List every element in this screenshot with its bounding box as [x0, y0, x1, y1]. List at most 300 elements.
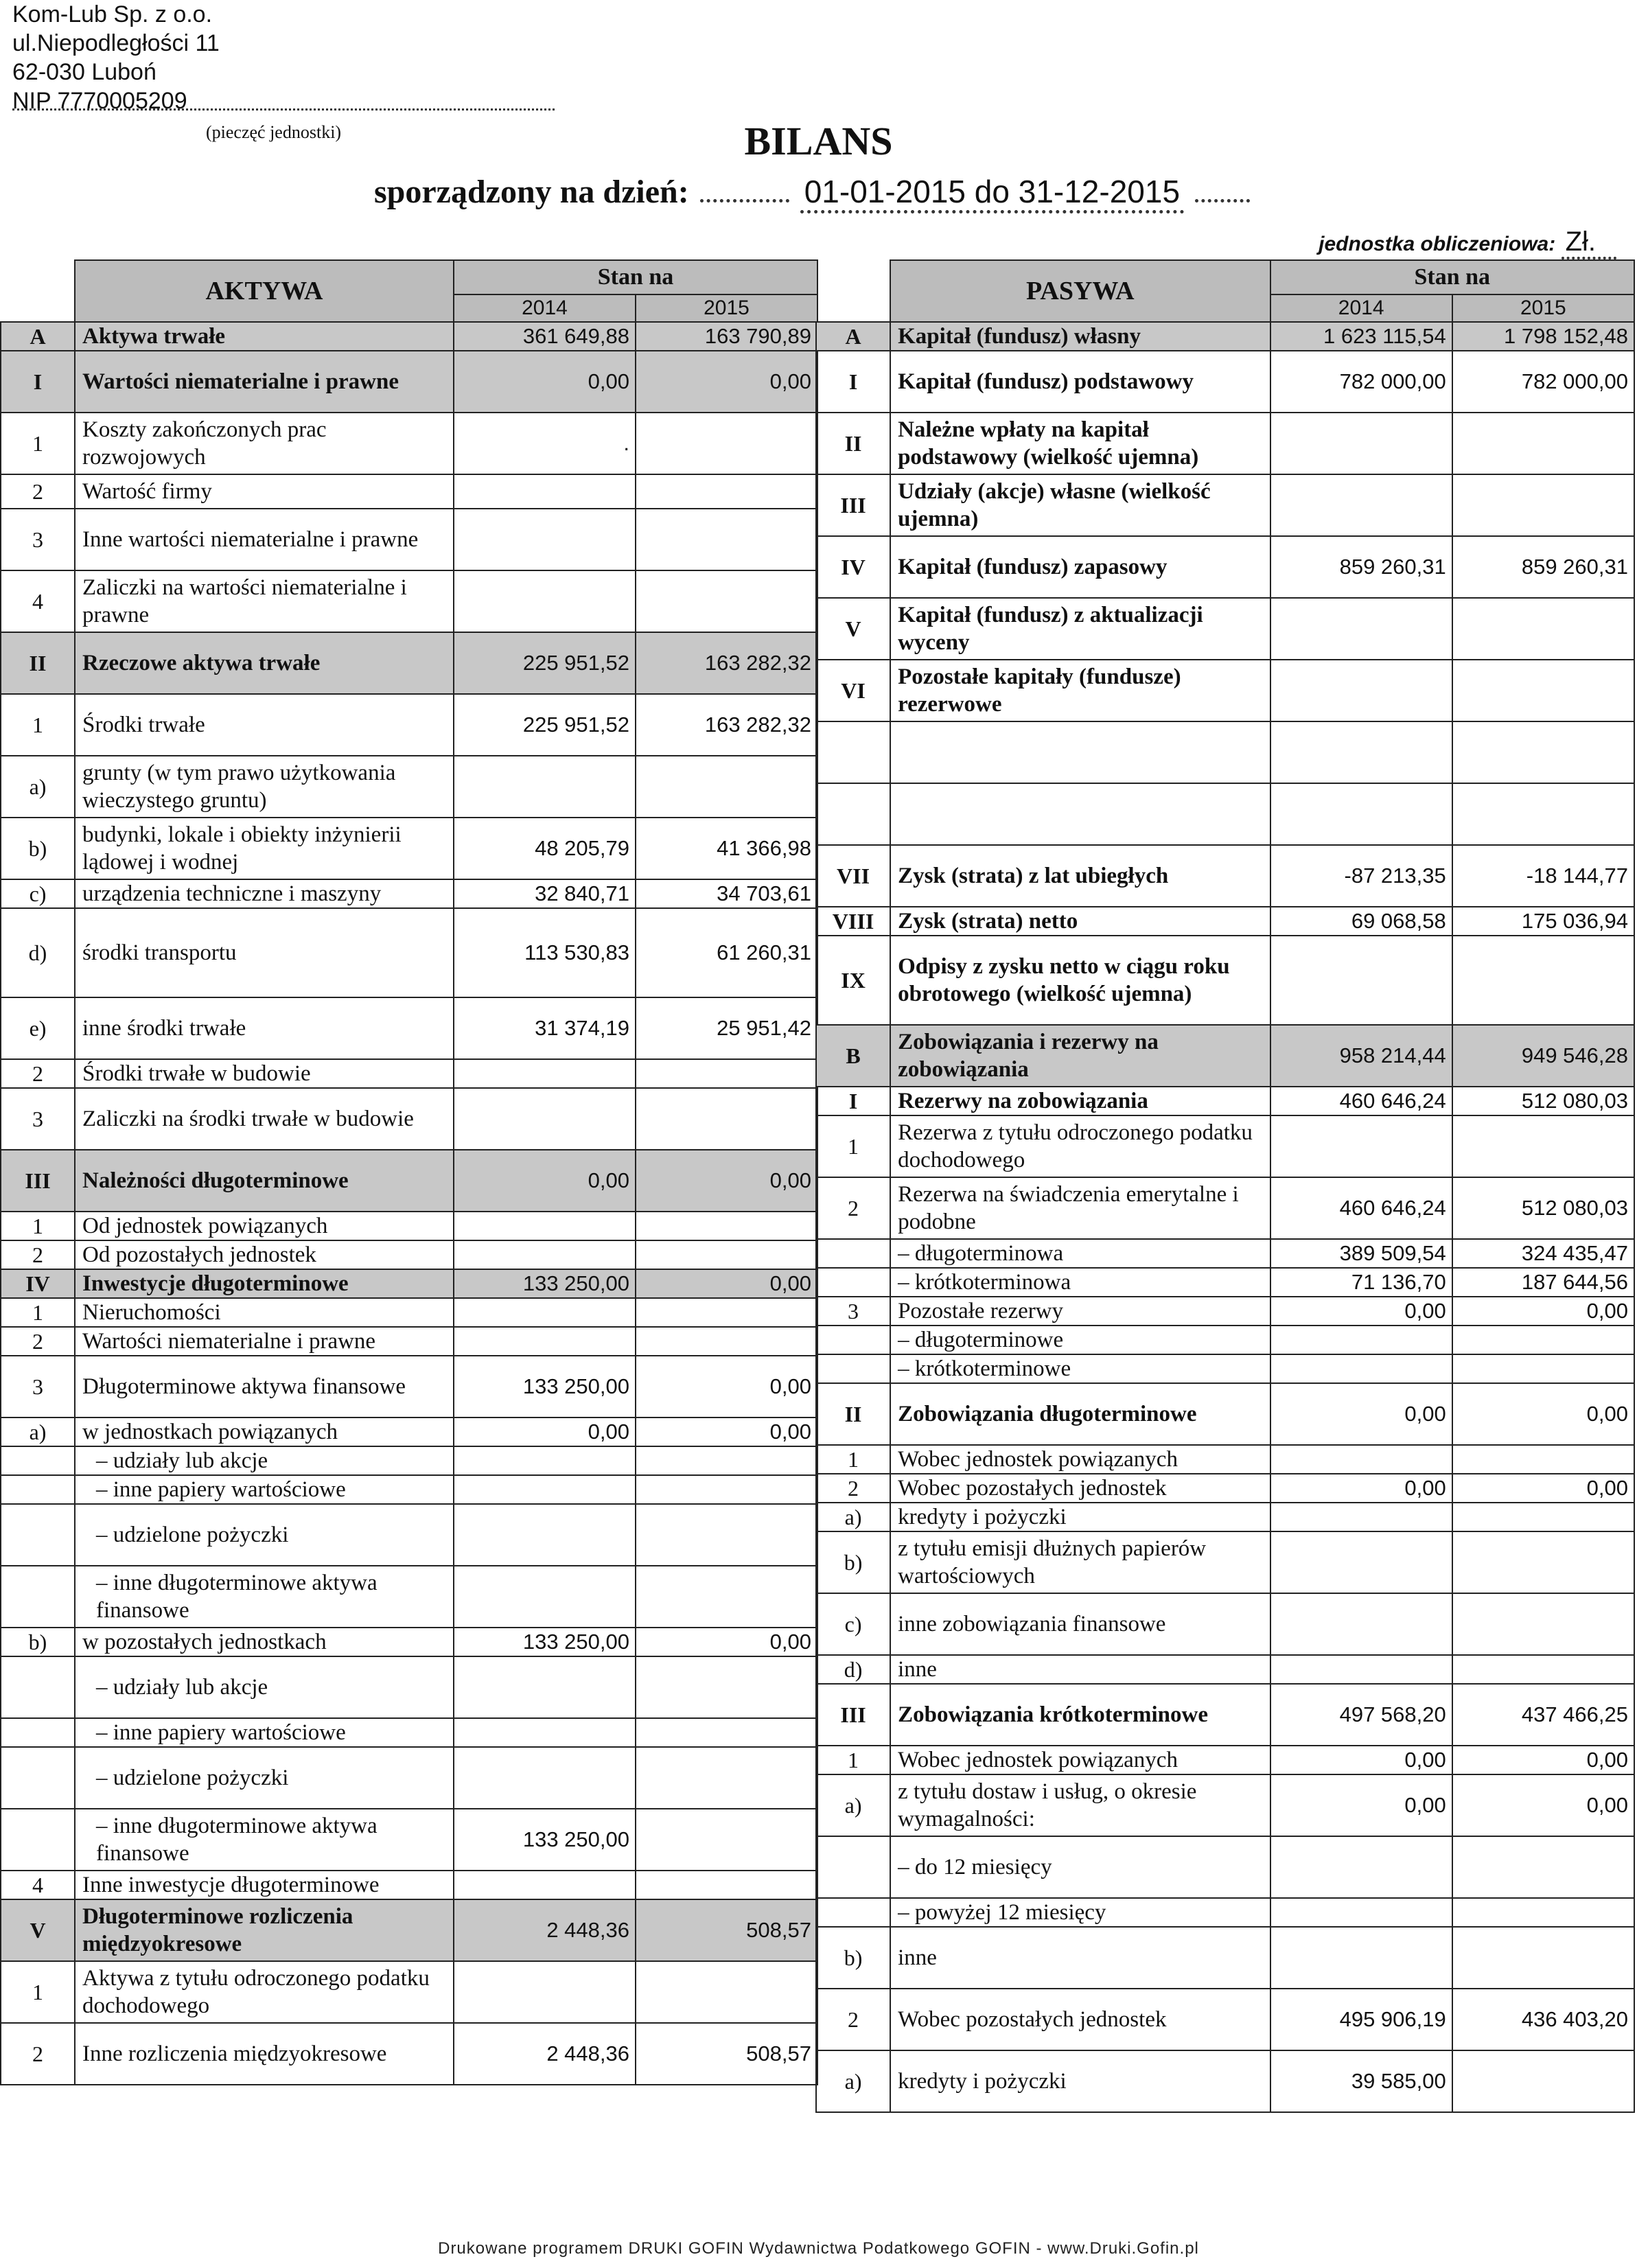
pasywa-value-2015: [1452, 474, 1634, 536]
pasywa-value-2015: [1452, 413, 1634, 474]
pasywa-row-label: inne zobowiązania finansowe: [890, 1593, 1270, 1655]
aktywa-row: [1, 1871, 817, 1899]
pasywa-row-label: Kapitał (fundusz) podstawowy: [890, 351, 1270, 413]
aktywa-value-2015: [636, 1504, 817, 1566]
pasywa-row: [816, 322, 1634, 351]
aktywa-row-label: Inne wartości niematerialne i prawne: [75, 509, 454, 570]
pasywa-row-index: B: [816, 1025, 890, 1087]
stamp-dotted-line: [12, 108, 555, 111]
pasywa-title: PASYWA: [890, 260, 1270, 322]
aktywa-row: [1, 1327, 817, 1356]
aktywa-row-index: 1: [1, 1212, 75, 1240]
pasywa-row-label: Zysk (strata) z lat ubiegłych: [890, 845, 1270, 907]
pasywa-row: [816, 1898, 1634, 1927]
aktywa-value-2014: [454, 1504, 636, 1566]
aktywa-row-label: Aktywa z tytułu odroczonego podatku dochodowego: [75, 1961, 454, 2023]
aktywa-value-2015: 61 260,31: [636, 908, 817, 997]
aktywa-row-index: I: [1, 351, 75, 413]
aktywa-value-2015: [636, 1240, 817, 1269]
aktywa-value-2015: [636, 1656, 817, 1718]
pasywa-row-index: II: [816, 1383, 890, 1445]
pasywa-row-index: 1: [816, 1746, 890, 1774]
aktywa-row-label: Koszty zakończonych prac rozwojowych: [75, 413, 454, 474]
pasywa-value-2015: 512 080,03: [1452, 1087, 1634, 1115]
aktywa-value-2014: 133 250,00: [454, 1628, 636, 1656]
date-label: sporządzony na dzień:: [374, 174, 689, 210]
aktywa-row: [1, 1356, 817, 1418]
pasywa-row-index: II: [816, 413, 890, 474]
pasywa-value-2015: [1452, 1503, 1634, 1531]
company-name: Kom-Lub Sp. z o.o.: [12, 1, 213, 27]
aktywa-value-2015: [636, 1446, 817, 1475]
pasywa-row-label: Zobowiązania krótkoterminowe: [890, 1684, 1270, 1746]
aktywa-row-label: Rzeczowe aktywa trwałe: [75, 632, 454, 694]
aktywa-row-index: [1, 1656, 75, 1718]
pasywa-row-index: [816, 1326, 890, 1354]
pasywa-value-2015: [1452, 1593, 1634, 1655]
aktywa-value-2015: 0,00: [636, 1628, 817, 1656]
pasywa-year-2015: 2015: [1452, 294, 1634, 322]
pasywa-value-2015: 512 080,03: [1452, 1177, 1634, 1239]
aktywa-value-2015: [636, 756, 817, 818]
aktywa-row: [1, 2023, 817, 2085]
aktywa-value-2015: [636, 474, 817, 509]
pasywa-row-label: – krótkoterminowa: [890, 1268, 1270, 1297]
pasywa-row-label: z tytułu emisji dłużnych papierów wartościowych: [890, 1531, 1270, 1593]
pasywa-value-2014: 497 568,20: [1270, 1684, 1452, 1746]
date-line: [374, 173, 1250, 213]
pasywa-row: [816, 1087, 1634, 1115]
aktywa-row: [1, 632, 817, 694]
pasywa-value-2014: 0,00: [1270, 1297, 1452, 1326]
pasywa-row-index: VIII: [816, 907, 890, 936]
pasywa-row-label: Zysk (strata) netto: [890, 907, 1270, 936]
aktywa-row-label: Nieruchomości: [75, 1298, 454, 1327]
aktywa-row-label: Od jednostek powiązanych: [75, 1212, 454, 1240]
aktywa-value-2015: [636, 1566, 817, 1628]
aktywa-row-label: – udzielone pożyczki: [75, 1747, 454, 1809]
pasywa-value-2014: [1270, 1898, 1452, 1927]
pasywa-value-2014: [1270, 783, 1452, 845]
aktywa-row: [1, 1088, 817, 1150]
pasywa-value-2014: 69 068,58: [1270, 907, 1452, 936]
pasywa-value-2014: 0,00: [1270, 1746, 1452, 1774]
aktywa-value-2014: .: [454, 413, 636, 474]
pasywa-row-index: [816, 1836, 890, 1898]
pasywa-row-index: [816, 783, 890, 845]
aktywa-year-2014: 2014: [454, 294, 636, 322]
pasywa-row-label: Zobowiązania długoterminowe: [890, 1383, 1270, 1445]
aktywa-value-2014: [454, 1566, 636, 1628]
pasywa-row-label: Pozostałe rezerwy: [890, 1297, 1270, 1326]
pasywa-row: [816, 783, 1634, 845]
pasywa-value-2015: 1 798 152,48: [1452, 322, 1634, 351]
aktywa-stan-na: Stan na: [454, 260, 817, 294]
aktywa-row-index: III: [1, 1150, 75, 1212]
pasywa-row-label: Rezerwa z tytułu odroczonego podatku dochodowego: [890, 1115, 1270, 1177]
aktywa-value-2014: 133 250,00: [454, 1356, 636, 1418]
pasywa-row-index: 2: [816, 1989, 890, 2050]
aktywa-value-2014: [454, 1059, 636, 1088]
aktywa-row-label: Środki trwałe: [75, 694, 454, 756]
aktywa-value-2015: 163 282,32: [636, 694, 817, 756]
pasywa-value-2014: [1270, 1655, 1452, 1684]
aktywa-row-index: 1: [1, 694, 75, 756]
aktywa-row: [1, 1418, 817, 1446]
pasywa-row: [816, 2050, 1634, 2112]
pasywa-row: [816, 1239, 1634, 1268]
aktywa-row-label: Inwestycje długoterminowe: [75, 1269, 454, 1298]
pasywa-row-index: A: [816, 322, 890, 351]
aktywa-row-index: a): [1, 1418, 75, 1446]
aktywa-value-2015: [636, 509, 817, 570]
aktywa-row: [1, 756, 817, 818]
pasywa-year-2014: 2014: [1270, 294, 1452, 322]
pasywa-row: [816, 1474, 1634, 1503]
aktywa-row-label: – inne papiery wartościowe: [75, 1475, 454, 1504]
pasywa-value-2015: 436 403,20: [1452, 1989, 1634, 2050]
company-city: 62-030 Luboń: [12, 59, 156, 85]
pasywa-row: [816, 1836, 1634, 1898]
pasywa-value-2014: [1270, 1326, 1452, 1354]
pasywa-value-2014: 782 000,00: [1270, 351, 1452, 413]
aktywa-row-label: Należności długoterminowe: [75, 1150, 454, 1212]
aktywa-value-2014: [454, 1212, 636, 1240]
aktywa-value-2014: [454, 1446, 636, 1475]
aktywa-row-label: – udziały lub akcje: [75, 1446, 454, 1475]
pasywa-value-2015: [1452, 1326, 1634, 1354]
aktywa-row: [1, 1566, 817, 1628]
aktywa-row-label: Wartości niematerialne i prawne: [75, 1327, 454, 1356]
pasywa-row-label: – do 12 miesięcy: [890, 1836, 1270, 1898]
aktywa-value-2015: 163 282,32: [636, 632, 817, 694]
pasywa-row: [816, 1774, 1634, 1836]
pasywa-row-index: [816, 1268, 890, 1297]
aktywa-value-2015: [636, 1298, 817, 1327]
aktywa-row-label: Środki trwałe w budowie: [75, 1059, 454, 1088]
pasywa-value-2015: 0,00: [1452, 1774, 1634, 1836]
document-title: BILANS: [744, 119, 893, 163]
pasywa-value-2015: [1452, 1655, 1634, 1684]
company-block: [12, 0, 220, 115]
date-dots-end: [1195, 199, 1250, 202]
aktywa-row-index: 1: [1, 1961, 75, 2023]
pasywa-value-2014: -87 213,35: [1270, 845, 1452, 907]
pasywa-value-2015: [1452, 1354, 1634, 1383]
pasywa-value-2015: [1452, 1531, 1634, 1593]
aktywa-value-2015: [636, 1809, 817, 1871]
aktywa-corner: [1, 260, 75, 322]
pasywa-value-2014: 958 214,44: [1270, 1025, 1452, 1087]
aktywa-row-label: Wartości niematerialne i prawne: [75, 351, 454, 413]
aktywa-row-index: [1, 1446, 75, 1475]
pasywa-row-index: [816, 1354, 890, 1383]
pasywa-value-2014: 389 509,54: [1270, 1239, 1452, 1268]
aktywa-value-2014: [454, 756, 636, 818]
pasywa-value-2014: 71 136,70: [1270, 1268, 1452, 1297]
aktywa-row-label: Od pozostałych jednostek: [75, 1240, 454, 1269]
pasywa-row: [816, 660, 1634, 721]
pasywa-value-2014: [1270, 1836, 1452, 1898]
pasywa-row: [816, 1383, 1634, 1445]
aktywa-row: [1, 1628, 817, 1656]
aktywa-value-2015: [636, 1088, 817, 1150]
pasywa-value-2014: 460 646,24: [1270, 1177, 1452, 1239]
pasywa-row: [816, 1354, 1634, 1383]
pasywa-row-index: 2: [816, 1177, 890, 1239]
pasywa-row-index: I: [816, 1087, 890, 1115]
aktywa-row-label: w jednostkach powiązanych: [75, 1418, 454, 1446]
pasywa-value-2015: [1452, 598, 1634, 660]
unit-label: jednostka obliczeniowa:: [1319, 233, 1556, 255]
aktywa-value-2014: 48 205,79: [454, 818, 636, 879]
pasywa-value-2015: 0,00: [1452, 1297, 1634, 1326]
aktywa-row-label: Aktywa trwałe: [75, 322, 454, 351]
aktywa-value-2015: [636, 1327, 817, 1356]
aktywa-value-2014: [454, 1240, 636, 1269]
pasywa-row: [816, 907, 1634, 936]
pasywa-value-2015: [1452, 721, 1634, 783]
aktywa-row: [1, 509, 817, 570]
aktywa-value-2014: 0,00: [454, 1418, 636, 1446]
pasywa-row-index: 1: [816, 1445, 890, 1474]
aktywa-row: [1, 413, 817, 474]
aktywa-row-index: 2: [1, 1240, 75, 1269]
aktywa-row-index: [1, 1504, 75, 1566]
pasywa-row-label: z tytułu dostaw i usług, o okresie wymagalności:: [890, 1774, 1270, 1836]
pasywa-row-label: [890, 721, 1270, 783]
pasywa-table: [815, 259, 1635, 2113]
pasywa-value-2014: 0,00: [1270, 1383, 1452, 1445]
aktywa-value-2015: [636, 1475, 817, 1504]
footer-note: Drukowane programem DRUKI GOFIN Wydawnictwa Podatkowego GOFIN - www.Druki.Gofin.pl: [438, 2239, 1199, 2258]
aktywa-row-index: V: [1, 1899, 75, 1961]
pasywa-row-index: I: [816, 351, 890, 413]
pasywa-row-label: Wobec pozostałych jednostek: [890, 1474, 1270, 1503]
pasywa-value-2014: 39 585,00: [1270, 2050, 1452, 2112]
pasywa-row: [816, 1177, 1634, 1239]
aktywa-value-2015: 25 951,42: [636, 997, 817, 1059]
pasywa-row-label: Kapitał (fundusz) własny: [890, 322, 1270, 351]
pasywa-value-2014: [1270, 598, 1452, 660]
aktywa-row-label: – udzielone pożyczki: [75, 1504, 454, 1566]
aktywa-value-2014: 361 649,88: [454, 322, 636, 351]
aktywa-row-index: 2: [1, 1059, 75, 1088]
pasywa-row-label: [890, 783, 1270, 845]
aktywa-row: [1, 1504, 817, 1566]
aktywa-row: [1, 908, 817, 997]
aktywa-row: [1, 322, 817, 351]
pasywa-row-index: VI: [816, 660, 890, 721]
aktywa-row: [1, 1656, 817, 1718]
aktywa-row: [1, 1240, 817, 1269]
pasywa-value-2015: 324 435,47: [1452, 1239, 1634, 1268]
aktywa-row-label: w pozostałych jednostkach: [75, 1628, 454, 1656]
aktywa-row-label: środki transportu: [75, 908, 454, 997]
pasywa-row: [816, 1746, 1634, 1774]
aktywa-row-index: c): [1, 879, 75, 908]
pasywa-row-index: [816, 1239, 890, 1268]
pasywa-row-label: Zobowiązania i rezerwy na zobowiązania: [890, 1025, 1270, 1087]
aktywa-row-index: II: [1, 632, 75, 694]
aktywa-value-2014: [454, 1088, 636, 1150]
aktywa-value-2014: 2 448,36: [454, 1899, 636, 1961]
pasywa-value-2014: 495 906,19: [1270, 1989, 1452, 2050]
pasywa-value-2015: 187 644,56: [1452, 1268, 1634, 1297]
pasywa-value-2015: 949 546,28: [1452, 1025, 1634, 1087]
aktywa-row-index: [1, 1809, 75, 1871]
aktywa-row-index: e): [1, 997, 75, 1059]
pasywa-row-label: Wobec pozostałych jednostek: [890, 1989, 1270, 2050]
aktywa-row: [1, 1475, 817, 1504]
pasywa-row-label: Udziały (akcje) własne (wielkość ujemna): [890, 474, 1270, 536]
pasywa-row-index: b): [816, 1531, 890, 1593]
pasywa-row-index: 1: [816, 1115, 890, 1177]
aktywa-row-index: 2: [1, 474, 75, 509]
pasywa-value-2014: [1270, 660, 1452, 721]
aktywa-row-index: d): [1, 908, 75, 997]
aktywa-row-label: Zaliczki na wartości niematerialne i prawne: [75, 570, 454, 632]
pasywa-value-2014: 460 646,24: [1270, 1087, 1452, 1115]
aktywa-value-2014: [454, 1718, 636, 1747]
pasywa-value-2014: [1270, 721, 1452, 783]
aktywa-value-2014: 225 951,52: [454, 632, 636, 694]
aktywa-value-2015: [636, 570, 817, 632]
aktywa-title: AKTYWA: [75, 260, 454, 322]
pasywa-row-label: Kapitał (fundusz) z aktualizacji wyceny: [890, 598, 1270, 660]
pasywa-row: [816, 474, 1634, 536]
pasywa-row: [816, 536, 1634, 598]
pasywa-row: [816, 721, 1634, 783]
aktywa-value-2015: [636, 1961, 817, 2023]
pasywa-row-index: c): [816, 1593, 890, 1655]
aktywa-row-label: inne środki trwałe: [75, 997, 454, 1059]
aktywa-row: [1, 1059, 817, 1088]
pasywa-value-2014: 1 623 115,54: [1270, 322, 1452, 351]
pasywa-value-2015: [1452, 1836, 1634, 1898]
pasywa-row-label: Pozostałe kapitały (fundusze) rezerwowe: [890, 660, 1270, 721]
pasywa-row: [816, 1927, 1634, 1989]
pasywa-row-label: Wobec jednostek powiązanych: [890, 1445, 1270, 1474]
pasywa-value-2014: [1270, 1503, 1452, 1531]
aktywa-row-label: urządzenia techniczne i maszyny: [75, 879, 454, 908]
pasywa-row-label: Kapitał (fundusz) zapasowy: [890, 536, 1270, 598]
aktywa-row-index: 3: [1, 509, 75, 570]
pasywa-value-2014: [1270, 1593, 1452, 1655]
pasywa-row-label: inne: [890, 1927, 1270, 1989]
pasywa-value-2014: [1270, 474, 1452, 536]
date-value: 01-01-2015 do 31-12-2015: [800, 173, 1184, 213]
aktywa-value-2015: [636, 1871, 817, 1899]
aktywa-row: [1, 997, 817, 1059]
pasywa-row-index: a): [816, 1774, 890, 1836]
aktywa-row: [1, 1747, 817, 1809]
pasywa-row: [816, 1268, 1634, 1297]
pasywa-value-2015: 0,00: [1452, 1474, 1634, 1503]
pasywa-row: [816, 845, 1634, 907]
pasywa-row: [816, 1297, 1634, 1326]
pasywa-value-2015: [1452, 1445, 1634, 1474]
aktywa-row: [1, 351, 817, 413]
aktywa-row: [1, 1269, 817, 1298]
aktywa-row: [1, 818, 817, 879]
pasywa-value-2015: 782 000,00: [1452, 351, 1634, 413]
aktywa-row-index: a): [1, 756, 75, 818]
pasywa-row: [816, 1025, 1634, 1087]
aktywa-row-label: Wartość firmy: [75, 474, 454, 509]
pasywa-row: [816, 598, 1634, 660]
company-nip: NIP 7770005209: [12, 88, 187, 114]
aktywa-row-label: – inne długoterminowe aktywa finansowe: [75, 1809, 454, 1871]
aktywa-value-2015: [636, 1059, 817, 1088]
aktywa-row-label: – inne papiery wartościowe: [75, 1718, 454, 1747]
aktywa-value-2014: [454, 509, 636, 570]
aktywa-value-2015: [636, 1747, 817, 1809]
pasywa-value-2015: [1452, 1898, 1634, 1927]
pasywa-value-2015: 859 260,31: [1452, 536, 1634, 598]
aktywa-row-index: [1, 1718, 75, 1747]
aktywa-row-index: [1, 1475, 75, 1504]
pasywa-row-index: V: [816, 598, 890, 660]
aktywa-row-index: 1: [1, 1298, 75, 1327]
pasywa-value-2014: [1270, 1531, 1452, 1593]
aktywa-value-2014: 225 951,52: [454, 694, 636, 756]
aktywa-value-2014: 32 840,71: [454, 879, 636, 908]
pasywa-row: [816, 1326, 1634, 1354]
aktywa-value-2015: 34 703,61: [636, 879, 817, 908]
aktywa-value-2014: [454, 1747, 636, 1809]
pasywa-row-index: 3: [816, 1297, 890, 1326]
aktywa-row-label: Długoterminowe rozliczenia międzyokresowe: [75, 1899, 454, 1961]
pasywa-value-2014: [1270, 1354, 1452, 1383]
date-dots: [700, 199, 789, 202]
aktywa-value-2015: 508,57: [636, 2023, 817, 2085]
aktywa-value-2015: [636, 1212, 817, 1240]
pasywa-value-2014: [1270, 1115, 1452, 1177]
aktywa-row-index: A: [1, 322, 75, 351]
aktywa-row-label: – inne długoterminowe aktywa finansowe: [75, 1566, 454, 1628]
pasywa-value-2014: [1270, 1445, 1452, 1474]
pasywa-value-2015: [1452, 783, 1634, 845]
aktywa-table: [0, 259, 818, 2085]
aktywa-value-2014: [454, 1327, 636, 1356]
aktywa-value-2015: 508,57: [636, 1899, 817, 1961]
pasywa-row-label: Należne wpłaty na kapitał podstawowy (wielkość ujemna): [890, 413, 1270, 474]
pasywa-value-2014: 859 260,31: [1270, 536, 1452, 598]
pasywa-value-2014: [1270, 936, 1452, 1025]
pasywa-row-label: Rezerwa na świadczenia emerytalne i podobne: [890, 1177, 1270, 1239]
aktywa-row-index: [1, 1747, 75, 1809]
aktywa-value-2015: 0,00: [636, 1269, 817, 1298]
aktywa-row-index: 4: [1, 570, 75, 632]
aktywa-value-2014: 0,00: [454, 351, 636, 413]
aktywa-value-2014: 133 250,00: [454, 1269, 636, 1298]
pasywa-value-2014: 0,00: [1270, 1774, 1452, 1836]
pasywa-value-2015: 0,00: [1452, 1746, 1634, 1774]
aktywa-row-index: 2: [1, 2023, 75, 2085]
pasywa-row: [816, 1593, 1634, 1655]
aktywa-value-2015: 0,00: [636, 1150, 817, 1212]
aktywa-value-2014: 133 250,00: [454, 1809, 636, 1871]
aktywa-value-2014: [454, 474, 636, 509]
pasywa-value-2014: 0,00: [1270, 1474, 1452, 1503]
aktywa-row: [1, 1212, 817, 1240]
aktywa-value-2014: 0,00: [454, 1150, 636, 1212]
pasywa-row-label: Rezerwy na zobowiązania: [890, 1087, 1270, 1115]
pasywa-row: [816, 1503, 1634, 1531]
aktywa-row-label: Inne rozliczenia międzyokresowe: [75, 2023, 454, 2085]
pasywa-value-2015: [1452, 660, 1634, 721]
